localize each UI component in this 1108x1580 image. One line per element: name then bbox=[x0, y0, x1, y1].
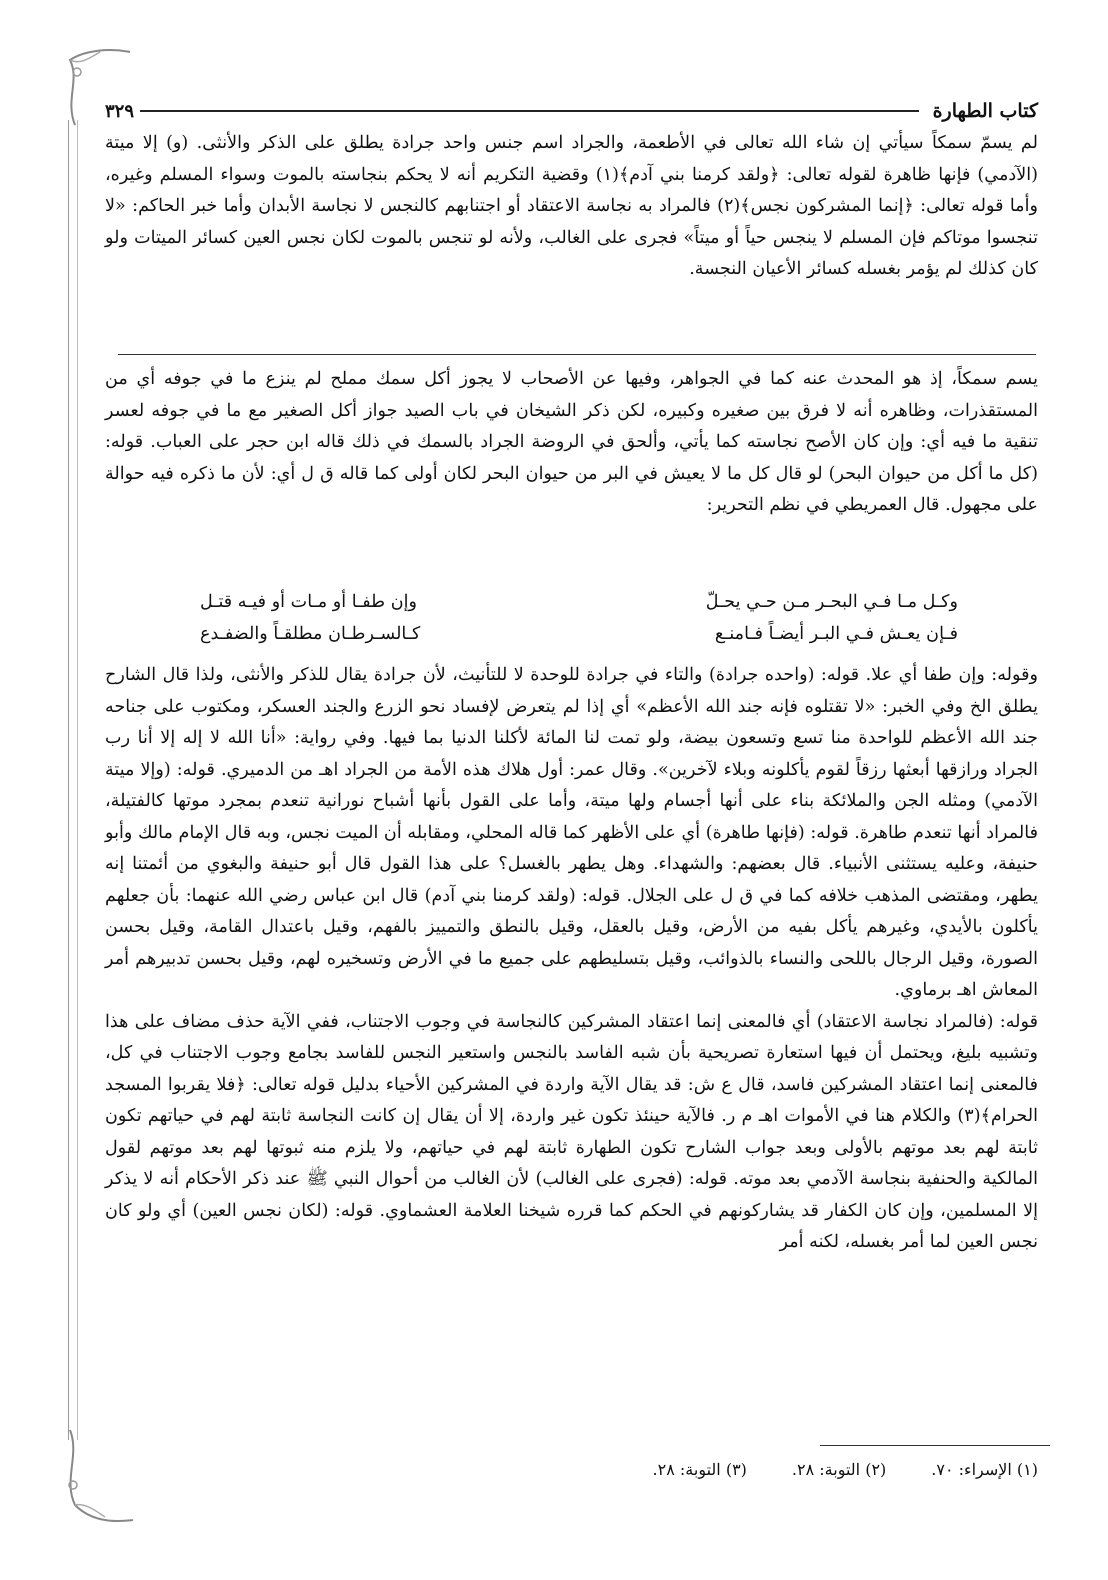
verse-hemistich-left: وإن طفـا أو مـات أو فيـه قتـل bbox=[200, 592, 418, 612]
footnotes bbox=[653, 1460, 1038, 1479]
verse-hemistich-right: وكـل مـا فـي البحـر مـن حـي يحـلّ bbox=[705, 592, 958, 612]
verse-line-1 bbox=[200, 592, 958, 612]
verse-hemistich-right: فـإن يعـش فـي البـر أيضـاً فـامنـع bbox=[714, 624, 958, 644]
footnote: (٣) التوبة: ٢٨. bbox=[652, 1460, 747, 1479]
commentary-block-1 bbox=[105, 364, 1038, 522]
section-divider bbox=[118, 354, 1036, 355]
main-paragraph: لم يسمّ سمكاً سيأتي إن شاء الله تعالى في الأطعمة، والجراد اسم جنس واحد جرادة يطلق على الذكر والأنثى. (و) إلا ميتة (الآدمي) فإنها ظاهرة لقوله تعالى: ﴿ولقد كرمنا بني آدم﴾(١) وقضية التكريم أنه لا يحكم بنجاسته بالموت وسواء المسلم وغيره، وأما قوله تعالى: ﴿إنما المشركون نجس﴾(٢) فالمراد به نجاسة الاعتقاد أو اجتنابهم كالنجس لا نجاسة الأبدان وأما خبر الحاكم: «لا تنجسوا موتاكم فإن المسلم لا ينجس حياً أو ميتاً» فجرى على الغالب، ولأنه لو تنجس بالموت لكان نجس العين كسائر الميتات ولو كان كذلك لم يؤمر بغسله كسائر الأعيان النجسة. bbox=[105, 133, 1039, 279]
verse-hemistich-left: كـالسـرطـان مطلقـاً والضفـدع bbox=[200, 624, 421, 644]
footnote-rule bbox=[820, 1445, 1050, 1446]
footnote: (٢) التوبة: ٢٨. bbox=[791, 1460, 887, 1479]
margin-ornament-bottom bbox=[55, 1425, 135, 1530]
margin-border bbox=[68, 120, 78, 1440]
page-header bbox=[105, 96, 1038, 126]
commentary-paragraph: وقوله: وإن طفا أي علا. قوله: (واحده جرادة) والتاء في جرادة للوحدة لا للتأنيث، لأن جرادة يقال للذكر والأنثى، ولذا قال الشارح يطلق الخ وفي الخبر: «لا تقتلوه فإنه جند الله الأعظم» أي إذا لم يتعرض لإفساد نحو الزرع والجند العسكر، ومكتوب على جناحه جند الله الأعظم للواحدة منا تسع وتسعون بيضة، ولو تمت لنا المائة لأكلنا الدنيا بما فيها. وفي رواية: «أنا الله لا إله إلا أنا رب الجراد ورازقها أبعثها رزقاً لقوم يأكلونه وبلاء لآخرين». وقال عمر: أول هلاك هذه الأمة من الجراد اهـ من الدميري. قوله: (وإلا ميتة الآدمي) ومثله الجن والملائكة بناء على أنها أجسام ولها ميتة، وأما على القول بأنها أشباح نورانية تنعدم بمجرد موتها كالفتيلة، فالمراد أنها تنعدم طاهرة. قوله: (فإنها طاهرة) أي على الأظهر كما قاله المحلي، ومقابله أن الميت نجس، وبه قال الإمام مالك وأبو حنيفة، وعليه يستثنى الأنبياء. قال بعضهم: والشهداء. وهل يطهر بالغسل؟ على هذا القول قال أبو حنيفة والبغوي من أئمتنا إنه يطهر، ومقتضى المذهب خلافه كما في ق ل على الجلال. قوله: (ولقد كرمنا بني آدم) قال ابن عباس رضي الله عنهما: بأن جعلهم يأكلون بالأيدي، وغيرهم يأكل بفيه من الأرض، وقيل بالعقل، وقيل بالنطق والتمييز بالفهم، وقيل باعتدال القامة، وقيل بحسن الصورة، وقيل الرجال باللحى والنساء بالذوائب، وقيل بتسليطهم على جميع ما في الأرض وتسخيره لهم، وقيل بحسن تدبيرهم أمر المعاش اهـ برماوي. bbox=[105, 665, 1038, 1000]
commentary-paragraph: يسم سمكاً، إذ هو المحدث عنه كما في الجواهر، وفيها عن الأصحاب لا يجوز أكل سمك مملح لم ينزع ما في جوفه أي من المستقذرات، وظاهره أنه لا فرق بين صغيره وكبيره، لكن ذكر الشيخان في باب الصيد جواز أكل الصغير مع ما في جوفه لعسر تنقية ما فيه أي: وإن كان الأصح نجاسته كما يأتي، وألحق في الروضة الجراد بالسمك في ذلك قاله ابن حجر على العباب. قوله: (كل ما أكل من حيوان البحر) لو قال كل ما لا يعيش في البر من حيوان البحر لكان أولى كما قاله ق ل أي: لأن ما ذكره فيه حوالة على مجهول. قال العمريطي في نظم التحرير: bbox=[105, 369, 1038, 515]
header-rule bbox=[140, 110, 919, 112]
main-text bbox=[105, 128, 1038, 286]
verse-line-2 bbox=[200, 624, 958, 644]
page-number: ٣٢٩ bbox=[105, 100, 135, 122]
footnote: (١) الإسراء: ٧٠. bbox=[931, 1460, 1038, 1479]
chapter-title: كتاب الطهارة bbox=[932, 100, 1038, 122]
commentary-paragraph: قوله: (فالمراد نجاسة الاعتقاد) أي فالمعنى إنما اعتقاد المشركين كالنجاسة في وجوب الاجتناب، ففي الآية حذف مضاف على هذا وتشبيه بليغ، ويحتمل أن فيها استعارة تصريحية بأن شبه الفاسد بالنجس واستعير النجس للفاسد بجامع وجوب الاجتناب في كل، فالمعنى إنما اعتقاد المشركين فاسد، قال ع ش: قد يقال الآية واردة في المشركين الأحياء بدليل قوله تعالى: ﴿فلا يقربوا المسجد الحرام﴾(٣) والكلام هنا في الأموات اهـ م ر. فالآية حينئذ تكون غير واردة، إلا أن يقال إن كانت النجاسة ثابتة لهم في حياتهم تكون ثابتة لهم بعد موتهم بالأولى وبعد جواب الشارح تكون الطهارة ثابتة لهم في حياتهم، ولا يلزم منه ثبوتها لهم بعد موتهم لقول المالكية والحنفية بنجاسة الآدمي بعد موته. قوله: (فجرى على الغالب) لأن الغالب من أحوال النبي ﷺ عند ذكر الأحكام أنه لا يذكر إلا المسلمين، وإن كان الكفار قد يشاركونهم في الحكم كما قرره شيخنا العلامة العشماوي. قوله: (لكان نجس العين) أي ولو كان نجس العين لما أمر بغسله، لكنه أمر bbox=[105, 1011, 1038, 1252]
commentary-block-2 bbox=[105, 660, 1038, 1259]
